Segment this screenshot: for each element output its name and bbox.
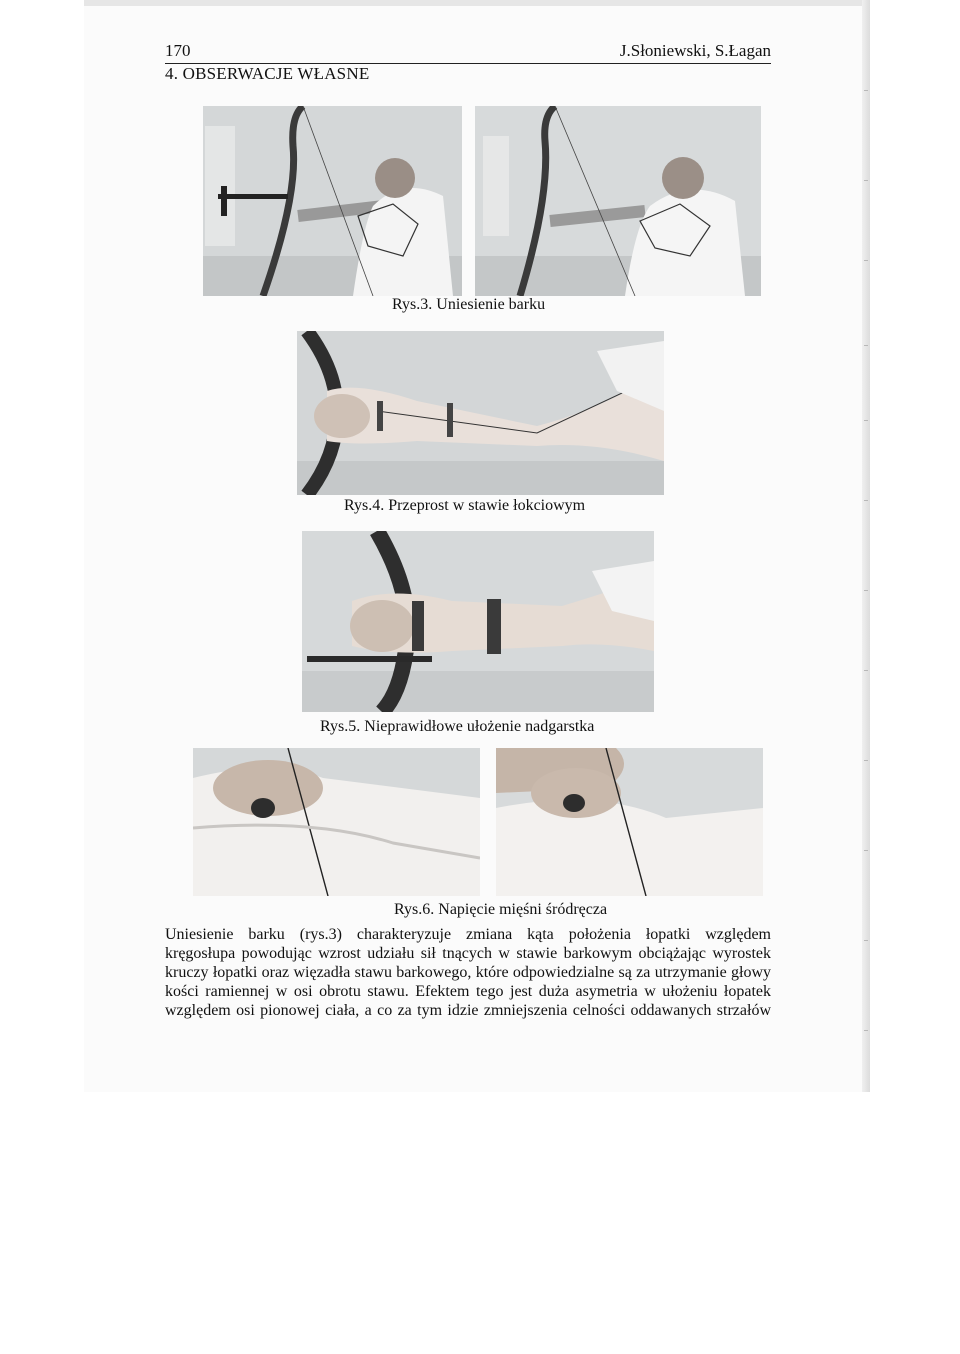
figure-4-caption: Rys.4. Przeprost w stawie łokciowym	[344, 497, 586, 514]
figure-shoulder-photo-left	[203, 106, 462, 296]
figure-hand-tension-photo-right	[496, 748, 763, 896]
scan-tick	[864, 670, 868, 671]
figure-hand-tension-photo-left	[193, 748, 480, 896]
running-header	[165, 41, 771, 64]
page-number: 170	[165, 41, 191, 60]
figure-3-caption: Rys.3. Uniesienie barku	[392, 296, 546, 313]
scan-tick	[864, 260, 868, 261]
scan-tick	[864, 940, 868, 941]
scan-edge-top	[84, 0, 870, 6]
scan-tick	[864, 90, 868, 91]
scan-edge-right	[862, 0, 870, 1092]
body-line: kości ramiennej w osi obrotu stawu. Efektem tego jest duża asymetria w ułożeniu łopatek	[165, 983, 771, 1000]
figure-5-caption: Rys.5. Nieprawidłowe ułożenie nadgarstka	[320, 718, 595, 735]
scan-tick	[864, 1030, 868, 1031]
body-line: kruczy łopatki oraz więzadła stawu barkowego, które odpowiedzialne są za utrzymanie głowy	[165, 964, 771, 981]
figure-shoulder-photo-right	[475, 106, 761, 296]
scan-tick	[864, 850, 868, 851]
body-line: Uniesienie barku (rys.3) charakteryzuje zmiana kąta położenia łopatki względem	[165, 926, 771, 943]
scan-tick	[864, 500, 868, 501]
scan-tick	[864, 180, 868, 181]
body-line: względem osi pionowej ciała, a co za tym idzie zmniejszenia celności oddawanych strzałów	[165, 1002, 771, 1019]
body-paragraph	[165, 925, 771, 1020]
scan-tick	[864, 420, 868, 421]
figure-wrist-position-photo	[302, 531, 654, 712]
running-header-authors: J.Słoniewski, S.Łagan	[619, 41, 771, 60]
section-title: 4. OBSERWACJE WŁASNE	[165, 64, 370, 83]
body-line: kręgosłupa powodując wzrost udziału sił tnących w stawie barkowym obciążając wyrostek	[165, 945, 771, 962]
figure-6-caption: Rys.6. Napięcie mięśni śródręcza	[394, 901, 608, 918]
scan-tick	[864, 590, 868, 591]
figure-elbow-hyperextension-photo	[297, 331, 664, 495]
scan-tick	[864, 760, 868, 761]
scan-tick	[864, 345, 868, 346]
